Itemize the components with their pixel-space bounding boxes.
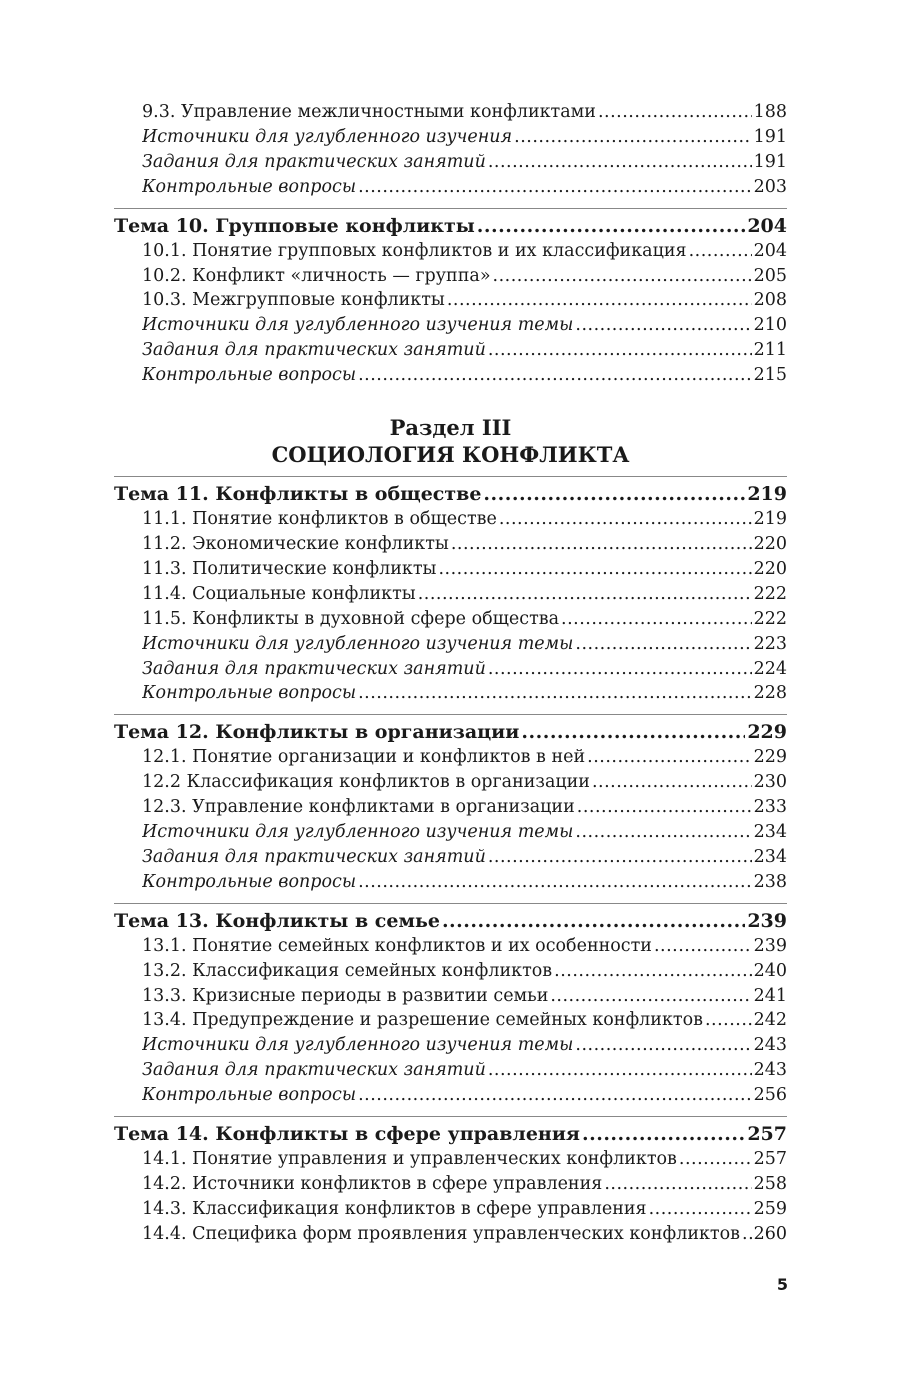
toc-entry: 9.3. Управление межличностными конфликтами ..... 188 bbox=[142, 100, 787, 125]
toc-entry: 12.3. Управление конфликтами в организации ..... 233 bbox=[142, 795, 787, 820]
toc-entry: Задания для практических занятий ..... 211 bbox=[142, 338, 787, 363]
toc-entry: 10.1. Понятие групповых конфликтов и их классификация ..... 204 bbox=[142, 239, 787, 264]
toc-entry: 14.4. Специфика форм проявления управленческих конфликтов ..... 260 bbox=[142, 1222, 787, 1247]
topic-heading: Тема 14. Конфликты в сфере управления ..... 257 bbox=[114, 1116, 787, 1147]
toc-entry: 13.1. Понятие семейных конфликтов и их особенности ..... 239 bbox=[142, 934, 787, 959]
toc-entry: 10.2. Конфликт «личность — группа» ..... 205 bbox=[142, 264, 787, 289]
toc-entry: 14.1. Понятие управления и управленческих конфликтов ..... 257 bbox=[142, 1147, 787, 1172]
toc-entry: Задания для практических занятий ..... 234 bbox=[142, 845, 787, 870]
toc-entry: 11.2. Экономические конфликты ..... 220 bbox=[142, 532, 787, 557]
toc-topic-10 bbox=[114, 208, 787, 388]
toc-entry: 13.3. Кризисные периоды в развитии семьи ..... 241 bbox=[142, 984, 787, 1009]
toc-topic-11 bbox=[114, 476, 787, 706]
toc-entry: 11.3. Политические конфликты ..... 220 bbox=[142, 557, 787, 582]
topic-heading: Тема 13. Конфликты в семье ..... 239 bbox=[114, 903, 787, 934]
toc-entry: Источники для углубленного изучения темы ..... 223 bbox=[142, 632, 787, 657]
toc-entry: 11.4. Социальные конфликты ..... 222 bbox=[142, 582, 787, 607]
topic-heading: Тема 10. Групповые конфликты ..... 204 bbox=[114, 208, 787, 239]
toc-entry: Источники для углубленного изучения темы ..... 243 bbox=[142, 1033, 787, 1058]
toc-topic-13 bbox=[114, 903, 787, 1108]
page-number: 5 bbox=[776, 1275, 788, 1294]
toc-group-top bbox=[114, 100, 787, 200]
topic-heading: Тема 11. Конфликты в обществе ..... 219 bbox=[114, 476, 787, 507]
toc-entry: 11.1. Понятие конфликтов в обществе ..... 219 bbox=[142, 507, 787, 532]
toc-entry: Задания для практических занятий ..... 243 bbox=[142, 1058, 787, 1083]
toc-entry: Контрольные вопросы ..... 238 bbox=[142, 870, 787, 895]
toc-entry: 10.3. Межгрупповые конфликты ..... 208 bbox=[142, 288, 787, 313]
toc-entry: Источники для углубленного изучения темы ..... 210 bbox=[142, 313, 787, 338]
toc-topic-12 bbox=[114, 714, 787, 894]
toc-entry: Задания для практических занятий ..... 224 bbox=[142, 657, 787, 682]
section-title: СОЦИОЛОГИЯ КОНФЛИКТА bbox=[271, 442, 630, 468]
toc-entry: 14.2. Источники конфликтов в сфере управления ..... 258 bbox=[142, 1172, 787, 1197]
toc-entry: 14.3. Классификация конфликтов в сфере управления ..... 259 bbox=[142, 1197, 787, 1222]
toc-topic-14 bbox=[114, 1116, 787, 1247]
toc-entry: Источники для углубленного изучения ..... 191 bbox=[142, 125, 787, 150]
toc-entry: Источники для углубленного изучения темы ..... 234 bbox=[142, 820, 787, 845]
toc-entry: 12.1. Понятие организации и конфликтов в ней ..... 229 bbox=[142, 745, 787, 770]
toc-entry: 11.5. Конфликты в духовной сфере общества ..... 222 bbox=[142, 607, 787, 632]
toc-entry: 13.4. Предупреждение и разрешение семейных конфликтов ..... 242 bbox=[142, 1008, 787, 1033]
toc-entry: Контрольные вопросы ..... 203 bbox=[142, 175, 787, 200]
table-of-contents bbox=[114, 100, 787, 1247]
toc-entry: Контрольные вопросы ..... 228 bbox=[142, 681, 787, 706]
toc-entry: 13.2. Классификация семейных конфликтов ..... 240 bbox=[142, 959, 787, 984]
topic-heading: Тема 12. Конфликты в организации ..... 229 bbox=[114, 714, 787, 745]
toc-entry: 12.2 Классификация конфликтов в организации ..... 230 bbox=[142, 770, 787, 795]
toc-entry: Задания для практических занятий ..... 191 bbox=[142, 150, 787, 175]
toc-entry: Контрольные вопросы ..... 256 bbox=[142, 1083, 787, 1108]
section-label: Раздел III bbox=[389, 415, 512, 441]
toc-entry: Контрольные вопросы ..... 215 bbox=[142, 363, 787, 388]
section-heading bbox=[114, 414, 787, 468]
